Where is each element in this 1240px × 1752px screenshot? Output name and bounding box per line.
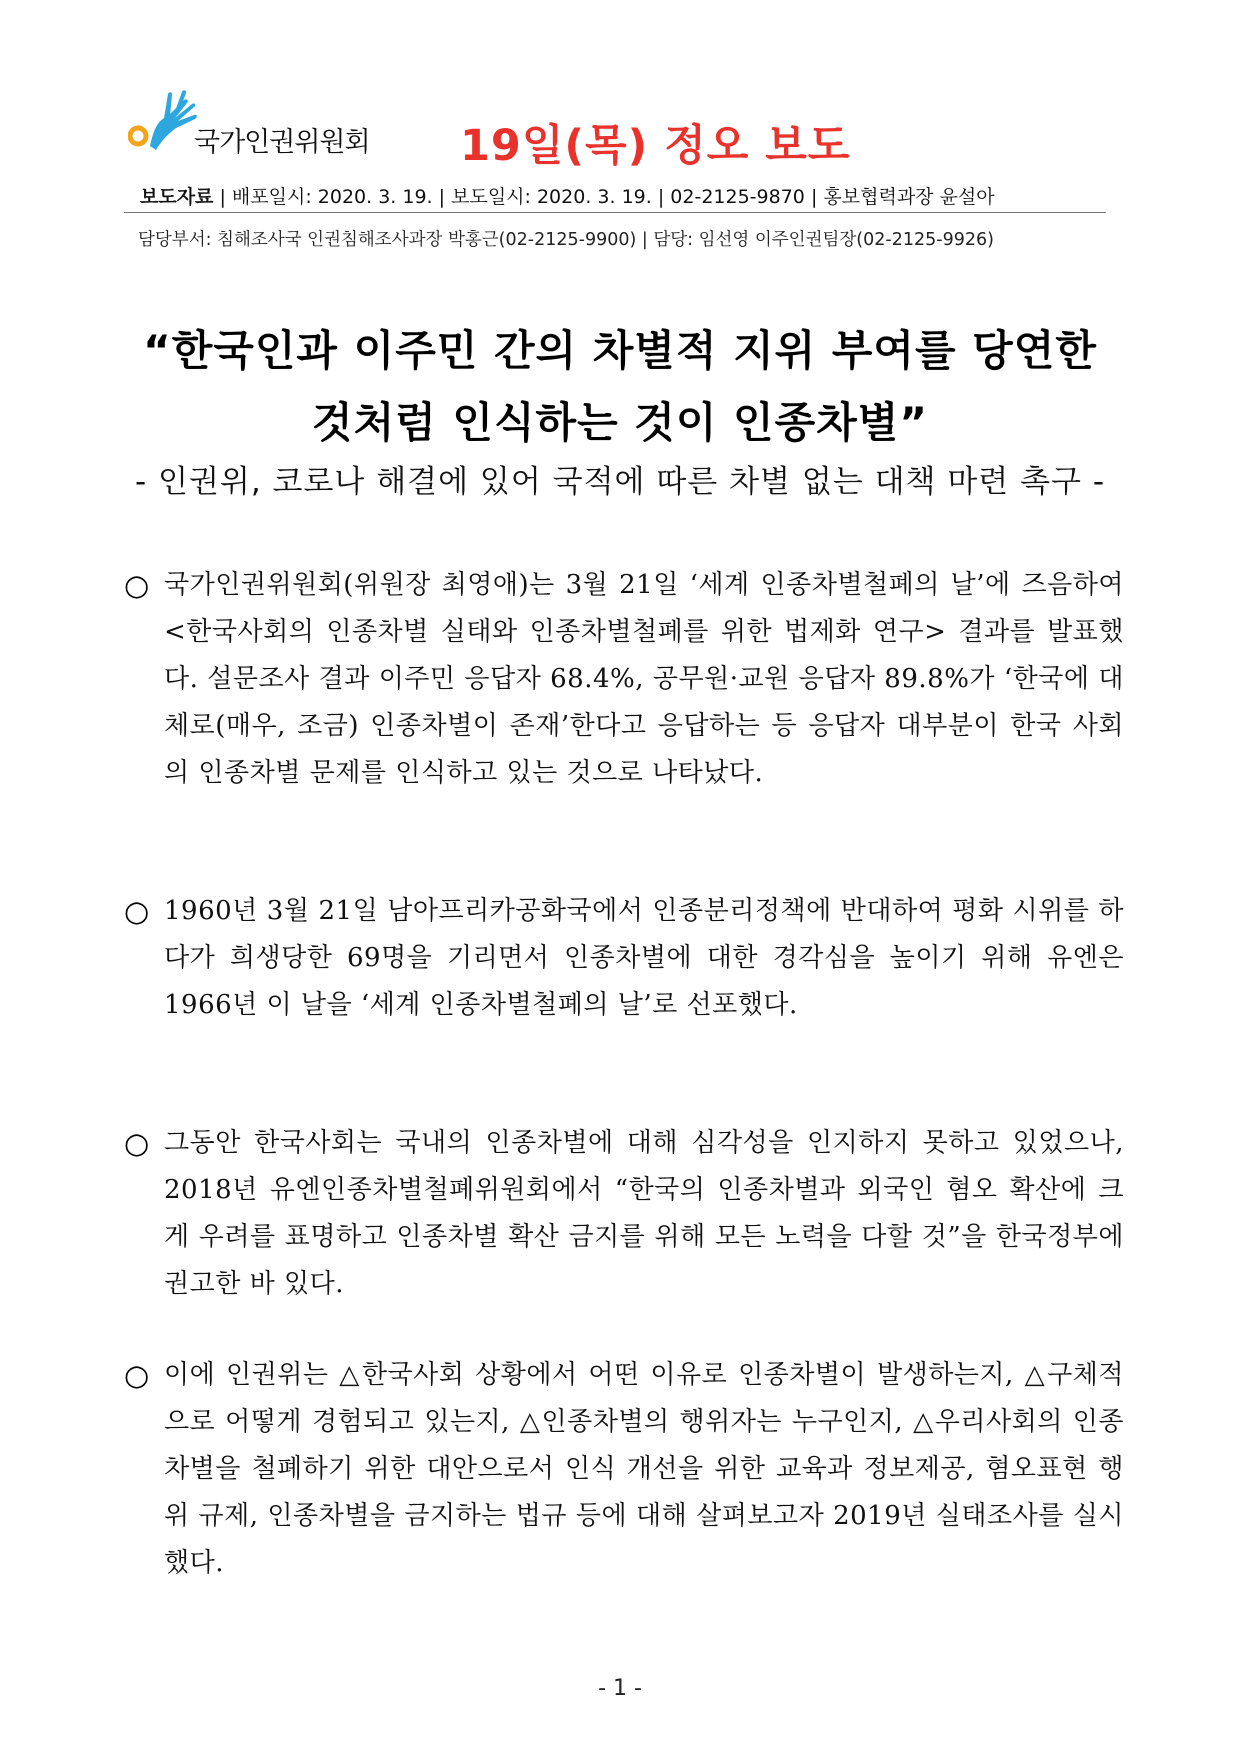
release-date: 보도일시: 2020. 3. 19. bbox=[451, 186, 652, 208]
headline-line-2: 것처럼 인식하는 것이 인종차별” bbox=[312, 398, 928, 447]
doc-type: 보도자료 bbox=[140, 186, 214, 208]
headline-line-1: “한국인과 이주민 간의 차별적 지위 부여를 당연한 bbox=[143, 326, 1097, 375]
meta-separator: | bbox=[810, 186, 824, 208]
meta-separator: | bbox=[219, 186, 232, 208]
page-number: - 1 - bbox=[598, 1676, 642, 1701]
embargo-notice: 19일(목) 정오 보도 bbox=[460, 121, 851, 171]
department-info: 담당부서: 침해조사국 인권침해조사과장 박홍근(02-2125-9900) | 담당: 임선영 이주인권팀장(02-2125-9926) bbox=[138, 230, 994, 250]
bullet-circle: ○ bbox=[124, 894, 150, 928]
paragraph-text: 그동안 한국사회는 국내의 인종차별에 대해 심각성을 인지하지 못하고 있었으나, 2018년 유엔인종차별철폐위원회에서 “한국의 인종차별과 외국인 혐오 확산에 크게 우려를 표명하고 인종차별 확산 금지를 위해 모든 노력을 다할 것”을 한국정부에 권고한 바 있다. bbox=[164, 1128, 1124, 1299]
org-name: 국가인권위원회 bbox=[194, 127, 370, 158]
paragraph-text: 1960년 3월 21일 남아프리카공화국에서 인종분리정책에 반대하여 평화 시위를 하다가 희생당한 69명을 기리면서 인종차별에 대한 경각심을 높이기 위해 유엔은 1966년 이 날을 ‘세계 인종차별철폐의 날’로 선포했다. bbox=[164, 896, 1124, 1020]
meta-separator: | bbox=[438, 186, 452, 208]
phone-number: 02-2125-9870 bbox=[670, 186, 805, 208]
bullet-circle: ○ bbox=[124, 1358, 150, 1392]
release-meta bbox=[140, 182, 995, 209]
bullet-circle: ○ bbox=[124, 1126, 150, 1160]
pr-contact: 홍보협력과장 윤설아 bbox=[823, 186, 995, 208]
meta-separator: | bbox=[657, 186, 671, 208]
paragraph-text: 이에 인권위는 △한국사회 상황에서 어떤 이유로 인종차별이 발생하는지, △구체적으로 어떻게 경험되고 있는지, △인종차별의 행위자는 누구인지, △우리사회의 인종차별을 철폐하기 위한 대안으로서 인식 개선을 위한 교육과 정보제공, 혐오표현 행위 규제, 인종차별을 금지하는 법규 등에 대해 살펴보고자 2019년 실태조사를 실시했다. bbox=[164, 1360, 1124, 1578]
header-divider bbox=[124, 212, 1106, 213]
paragraph-text: 국가인권위원회(위원장 최영애)는 3월 21일 ‘세계 인종차별철폐의 날’에 즈음하여 <한국사회의 인종차별 실태와 인종차별철폐를 위한 법제화 연구> 결과를 발표했다. 설문조사 결과 이주민 응답자 68.4%, 공무원·교원 응답자 89.8%가 ‘한국에 대체로(매우, 조금) 인종차별이 존재’한다고 응답하는 등 응답자 대부분이 한국 사회의 인종차별 문제를 인식하고 있는 것으로 나타났다. bbox=[164, 570, 1124, 788]
nhrck-logo bbox=[128, 88, 384, 158]
headline-subtitle: - 인권위, 코로나 해결에 있어 국적에 따른 차별 없는 대책 마련 촉구 - bbox=[134, 464, 1106, 500]
bullet-circle: ○ bbox=[124, 568, 150, 602]
distribution-date: 배포일시: 2020. 3. 19. bbox=[231, 186, 433, 208]
